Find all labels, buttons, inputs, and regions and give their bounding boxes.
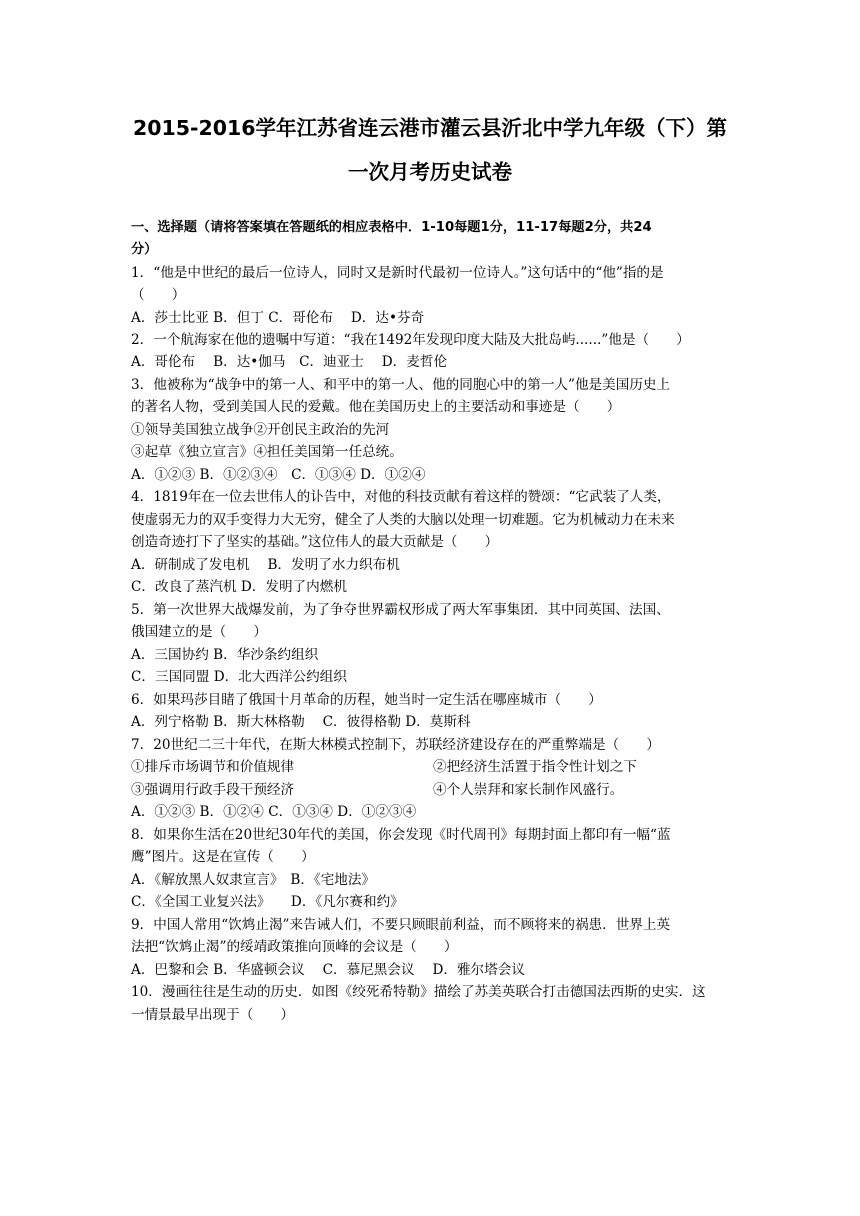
question-line: 5．第一次世界大战爆发前，为了争夺世界霸权形成了两大军事集团．其中同英国、法国、: [131, 602, 670, 618]
question-line: 一情景最早出现于（ ）: [131, 1007, 295, 1023]
statement-line: ①领导美国独立战争②开创民主政治的先河: [131, 422, 390, 438]
question-line: 使虚弱无力的双手变得力大无穷，健全了人类的大脑以处理一切难题。它为机械动力在未来: [131, 512, 675, 528]
answer-options: A．研制成了发电机 B．发明了水力织布机: [131, 557, 400, 573]
answer-options: A．三国协约 B．华沙条约组织: [131, 647, 319, 663]
section-heading-cont: 分）: [131, 242, 158, 257]
question-line: 8．如果你生活在20世纪30年代的美国，你会发现《时代周刊》每期封面上都印有一幅“蓝: [131, 827, 671, 843]
question-line: （ ）: [131, 287, 186, 303]
exam-title-line-1: 2015-2016学年江苏省连云港市灌云县沂北中学九年级（下）第: [132, 116, 728, 140]
question-line: 3．他被称为“战争中的第一人、和平中的第一人、他的同胞心中的第一人”他是美国历史上: [131, 377, 671, 393]
statement-item: ①排斥市场调节和价值规律: [131, 759, 295, 775]
answer-options: A．哥伦布 B．达•伽马 C．迪亚士 D．麦哲伦: [131, 354, 448, 370]
question-line: 1．“他是中世纪的最后一位诗人，同时又是新时代最初一位诗人。”这句话中的“他”指的是: [131, 265, 664, 281]
answer-options: A．莎士比亚 B．但丁 C．哥伦布 D．达•芬奇: [131, 310, 425, 326]
answer-options: A．《解放黑人奴隶宣言》 B．《宅地法》: [131, 872, 376, 888]
answer-options: C．三国同盟 D．北大西洋公约组织: [131, 669, 347, 685]
answer-options: C．改良了蒸汽机 D．发明了内燃机: [131, 579, 347, 595]
answer-options: A．①②③ B．①②④ C．①③④ D．①②③④: [131, 804, 417, 820]
question-line: 10．漫画往往是生动的历史．如图《绞死希特勒》描绘了苏美英联合打击德国法西斯的史实．这: [131, 984, 706, 1000]
question-line: 2．一个航海家在他的遗嘱中写道：“我在1492年发现印度大陆及大批岛屿......”他是（ ）: [131, 332, 690, 348]
question-line: 的著名人物，受到美国人民的爱戴。他在美国历史上的主要活动和事迹是（ ）: [131, 399, 621, 415]
answer-options: A．①②③ B．①②③④ C．①③④ D．①②④: [131, 467, 426, 483]
question-line: 俄国建立的是（ ）: [131, 624, 267, 640]
statement-line: ③起草《独立宣言》④担任美国第一任总统。: [131, 444, 403, 460]
section-heading: 一、选择题（请将答案填在答题纸的相应表格中．1-10每题1分，11-17每题2分，共24: [131, 220, 652, 235]
statement-item: ②把经济生活置于指令性计划之下: [433, 759, 637, 775]
question-line: 4．1819年在一位去世伟人的讣告中，对他的科技贡献有着这样的赞颂：“它武装了人类，: [131, 489, 671, 505]
question-line: 7．20世纪二三十年代，在斯大林模式控制下，苏联经济建设存在的严重弊端是（ ）: [131, 737, 660, 753]
answer-options: A．巴黎和会 B．华盛顿会议 C．慕尼黑会议 D．雅尔塔会议: [131, 962, 525, 978]
question-line: 9．中国人常用“饮鸩止渴”来告诫人们，不要只顾眼前利益，而不顾将来的祸患．世界上英: [131, 917, 671, 933]
question-line: 鹰”图片。这是在宣传（ ）: [131, 849, 315, 865]
answer-options: C．《全国工业复兴法》 D．《凡尔赛和约》: [131, 894, 404, 910]
statement-item: ③强调用行政手段干预经济: [131, 782, 295, 798]
question-line: 创造奇迹打下了坚实的基础。”这位伟人的最大贡献是（ ）: [131, 534, 499, 550]
answer-options: A．列宁格勒 B．斯大林格勒 C．彼得格勒 D．莫斯科: [131, 714, 471, 730]
exam-title-line-2: 一次月考历史试卷: [348, 160, 512, 184]
statement-item: ④个人崇拜和家长制作风盛行。: [433, 782, 624, 798]
question-line: 6．如果玛莎目睹了俄国十月革命的历程，她当时一定生活在哪座城市（ ）: [131, 692, 602, 708]
question-line: 法把“饮鸩止渴”的绥靖政策推向顶峰的会议是（ ）: [131, 939, 458, 955]
